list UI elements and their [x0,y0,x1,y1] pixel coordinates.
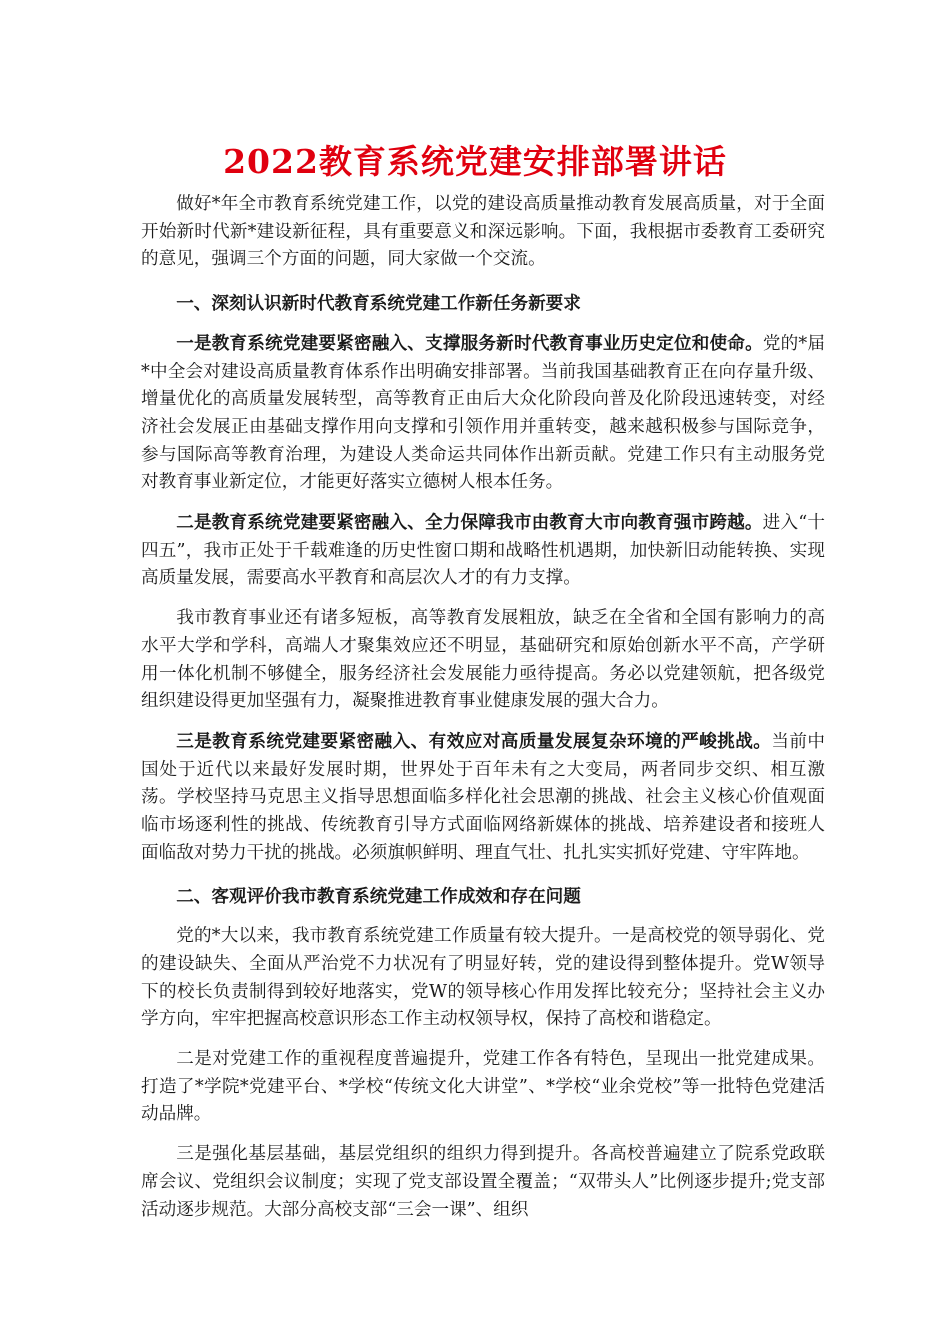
paragraph-achievement-3 [141,1141,825,1224]
paragraph-text: 二是对党建工作的重视程度普遍提升，党建工作各有特色，呈现出一批党建成果。打造了*学院*党建平台、*学校“传统文化大讲堂”、*学校“业余党校”等一批特色党建活动品牌。 [141,1048,825,1125]
paragraph-text: 我市教育事业还有诸多短板，高等教育发展粗放，缺乏在全省和全国有影响力的高水平大学和学科，高端人才聚集效应还不明显，基础研究和原始创新水平不高，产学研用一体化机制不够健全，服务经济社会发展能力亟待提高。务必以党建领航，把各级党组织建设得更加坚强有力，凝聚推进教育事业健康发展的强大合力。 [141,608,825,712]
document-body [141,191,825,1224]
paragraph-text: 当前中国处于近代以来最好发展时期，世界处于百年未有之大变局，两者同步交织、相互激荡。学校坚持马克思主义指导思想面临多样化社会思潮的挑战、社会主义核心价值观面临市场逐利性的挑战、传统教育引导方式面临网络新媒体的挑战、培养建设者和接班人面临敌对势力干扰的挑战。必须旗帜鲜明、理直气壮、扎扎实实抓好党建、守牢阵地。 [141,731,825,863]
document-title: 2022教育系统党建安排部署讲话 [223,142,727,181]
paragraph-achievement-2 [141,1046,825,1129]
paragraph-shortcomings [141,605,825,716]
paragraph-text: 进入“十四五”，我市正处于千载难逢的历史性窗口期和战略性机遇期，加快新旧动能转换、实现高质量发展，需要高水平教育和高层次人才的有力支撑。 [141,513,825,589]
paragraph-lead: 三是教育系统党建要紧密融入、有效应对高质量发展复杂环境的严峻挑战。 [176,730,772,752]
paragraph-lead: 一是教育系统党建要紧密融入、支撑服务新时代教育事业历史定位和使命。 [176,332,763,354]
section-heading-2: 二、客观评价我市教育系统党建工作成效和存在问题 [176,886,581,908]
paragraph-lead: 二是教育系统党建要紧密融入、全力保障我市由教育大市向教育强市跨越。 [176,512,763,534]
paragraph-achievement-1 [141,923,825,1034]
paragraph-text: 做好*年全市教育系统党建工作，以党的建设高质量推动教育发展高质量，对于全面开始新时代新*建设新征程，具有重要意义和深远影响。下面，我根据市委教育工委研究的意见，强调三个方面的问题，同大家做一个交流。 [141,194,825,270]
paragraph-point-1 [141,330,825,497]
paragraph-text: 党的*大以来，我市教育系统党建工作质量有较大提升。一是高校党的领导弱化、党的建设缺失、全面从严治党不力状况有了明显好转，党的建设得到整体提升。党W领导下的校长负责制得到较好地落实，党W的领导核心作用发挥比较充分；坚持社会主义办学方向，牢牢把握高校意识形态工作主动权领导权，保持了高校和谐稳定。 [141,926,825,1030]
paragraph-text: 三是强化基层基础，基层党组织的组织力得到提升。各高校普遍建立了院系党政联席会议、党组织会议制度；实现了党支部设置全覆盖；“双带头人”比例逐步提升;党支部活动逐步规范。大部分高校支部“三会一课”、组织 [141,1144,825,1220]
section-heading-1: 一、深刻认识新时代教育系统党建工作新任务新要求 [176,293,581,315]
paragraph-intro [141,191,825,274]
paragraph-point-3 [141,728,825,868]
paragraph-point-2 [141,509,825,593]
paragraph-text: 党的*届*中全会对建设高质量教育体系作出明确安排部署。当前我国基础教育正在向存量升级、增量优化的高质量发展转型，高等教育正由后大众化阶段向普及化阶段迅速转变，对经济社会发展正由基础支撑作用向支撑和引领作用并重转变，越来越积极参与国际竞争，参与国际高等教育治理，为建设人类命运共同体作出新贡献。党建工作只有主动服务党对教育事业新定位，才能更好落实立德树人根本任务。 [141,333,825,493]
